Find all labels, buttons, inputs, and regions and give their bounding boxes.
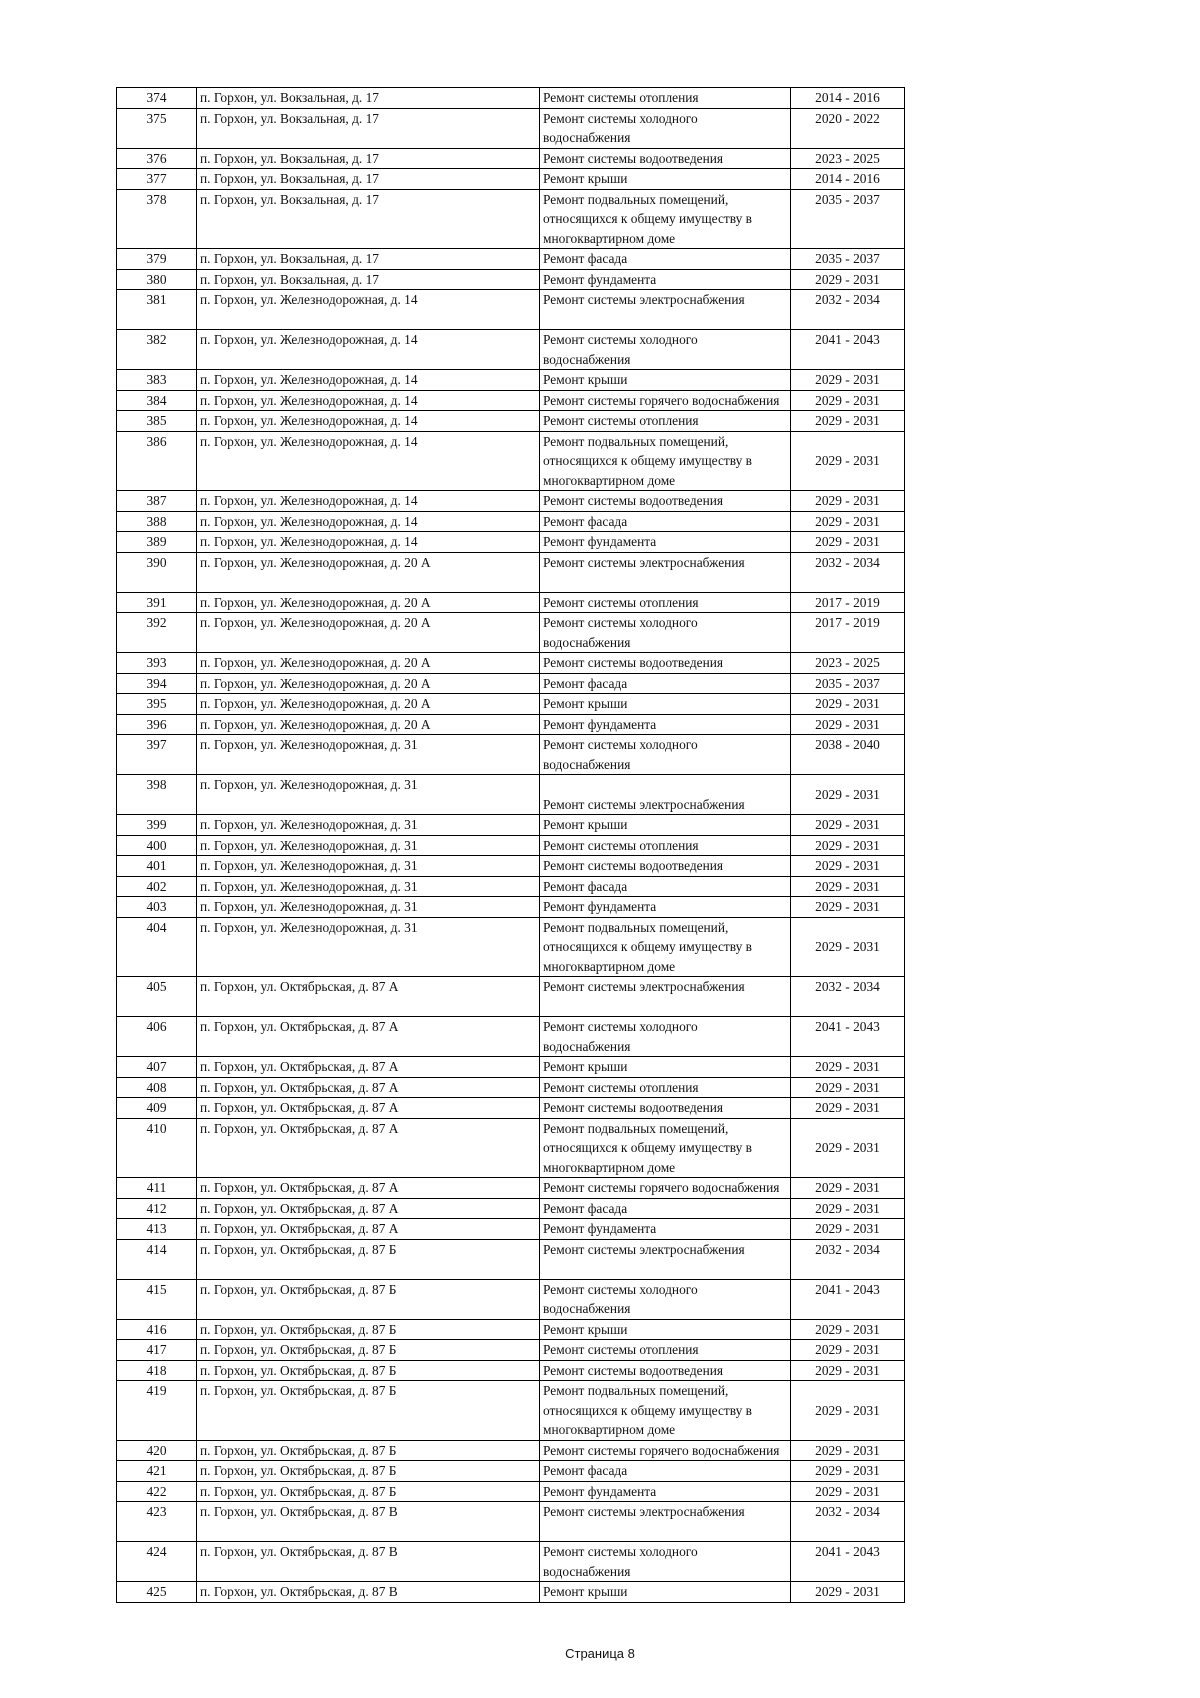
work-type-cell: Ремонт фундамента <box>540 532 791 553</box>
table-row <box>117 1360 905 1381</box>
work-type-cell: Ремонт системы отопления <box>540 88 791 109</box>
work-type-cell: Ремонт системы отопления <box>540 411 791 432</box>
row-number-cell: 417 <box>117 1340 197 1361</box>
period-cell: 2017 - 2019 <box>791 613 905 653</box>
period-cell: 2029 - 2031 <box>791 714 905 735</box>
work-type-cell: Ремонт системы электроснабжения <box>540 1502 791 1542</box>
row-number-cell: 387 <box>117 491 197 512</box>
table-row <box>117 532 905 553</box>
table-row <box>117 1198 905 1219</box>
period-cell: 2029 - 2031 <box>791 370 905 391</box>
address-cell: п. Горхон, ул. Октябрьская, д. 87 Б <box>197 1340 540 1361</box>
table-row <box>117 1098 905 1119</box>
address-cell: п. Горхон, ул. Железнодорожная, д. 20 А <box>197 613 540 653</box>
period-cell: 2029 - 2031 <box>791 694 905 715</box>
table-row <box>117 1381 905 1441</box>
table-row <box>117 1118 905 1178</box>
period-cell: 2029 - 2031 <box>791 1178 905 1199</box>
row-number-cell: 376 <box>117 148 197 169</box>
row-number-cell: 409 <box>117 1098 197 1119</box>
period-cell: 2023 - 2025 <box>791 148 905 169</box>
period-cell: 2017 - 2019 <box>791 592 905 613</box>
table-row <box>117 1239 905 1279</box>
row-number-cell: 378 <box>117 189 197 249</box>
work-type-cell: Ремонт крыши <box>540 1057 791 1078</box>
row-number-cell: 391 <box>117 592 197 613</box>
row-number-cell: 420 <box>117 1440 197 1461</box>
address-cell: п. Горхон, ул. Железнодорожная, д. 20 А <box>197 694 540 715</box>
table-row <box>117 108 905 148</box>
address-cell: п. Горхон, ул. Железнодорожная, д. 14 <box>197 431 540 491</box>
row-number-cell: 397 <box>117 735 197 775</box>
row-number-cell: 425 <box>117 1582 197 1603</box>
table-row <box>117 1077 905 1098</box>
work-type-cell: Ремонт системы водоотведения <box>540 856 791 877</box>
row-number-cell: 389 <box>117 532 197 553</box>
address-cell: п. Горхон, ул. Октябрьская, д. 87 А <box>197 1198 540 1219</box>
period-cell: 2029 - 2031 <box>791 511 905 532</box>
repair-schedule-table <box>116 87 905 1603</box>
address-cell: п. Горхон, ул. Октябрьская, д. 87 Б <box>197 1440 540 1461</box>
address-cell: п. Горхон, ул. Октябрьская, д. 87 А <box>197 1118 540 1178</box>
address-cell: п. Горхон, ул. Октябрьская, д. 87 Б <box>197 1381 540 1441</box>
table-row <box>117 148 905 169</box>
row-number-cell: 382 <box>117 330 197 370</box>
table-row <box>117 1582 905 1603</box>
work-type-cell: Ремонт фасада <box>540 1461 791 1482</box>
row-number-cell: 424 <box>117 1542 197 1582</box>
work-type-cell: Ремонт подвальных помещений, относящихся к общему имуществу в многоквартирном доме <box>540 1381 791 1441</box>
period-cell: 2032 - 2034 <box>791 977 905 1017</box>
work-type-cell: Ремонт системы холодного водоснабжения <box>540 1017 791 1057</box>
period-cell: 2041 - 2043 <box>791 1279 905 1319</box>
row-number-cell: 416 <box>117 1319 197 1340</box>
table-row <box>117 1319 905 1340</box>
row-number-cell: 377 <box>117 169 197 190</box>
work-type-cell: Ремонт подвальных помещений, относящихся к общему имуществу в многоквартирном доме <box>540 431 791 491</box>
period-cell: 2029 - 2031 <box>791 775 905 815</box>
row-number-cell: 386 <box>117 431 197 491</box>
address-cell: п. Горхон, ул. Вокзальная, д. 17 <box>197 108 540 148</box>
work-type-cell: Ремонт системы водоотведения <box>540 1098 791 1119</box>
row-number-cell: 393 <box>117 653 197 674</box>
period-cell: 2032 - 2034 <box>791 1239 905 1279</box>
row-number-cell: 404 <box>117 917 197 977</box>
work-type-cell: Ремонт системы холодного водоснабжения <box>540 108 791 148</box>
table-row <box>117 1502 905 1542</box>
period-cell: 2029 - 2031 <box>791 897 905 918</box>
period-cell: 2029 - 2031 <box>791 1098 905 1119</box>
row-number-cell: 410 <box>117 1118 197 1178</box>
period-cell: 2029 - 2031 <box>791 390 905 411</box>
table-row <box>117 653 905 674</box>
work-type-cell: Ремонт подвальных помещений, относящихся к общему имуществу в многоквартирном доме <box>540 189 791 249</box>
address-cell: п. Горхон, ул. Железнодорожная, д. 20 А <box>197 653 540 674</box>
table-row <box>117 88 905 109</box>
row-number-cell: 423 <box>117 1502 197 1542</box>
table-row <box>117 411 905 432</box>
row-number-cell: 379 <box>117 249 197 270</box>
table-row <box>117 330 905 370</box>
row-number-cell: 383 <box>117 370 197 391</box>
work-type-cell: Ремонт системы отопления <box>540 835 791 856</box>
address-cell: п. Горхон, ул. Октябрьская, д. 87 А <box>197 1219 540 1240</box>
address-cell: п. Горхон, ул. Октябрьская, д. 87 Б <box>197 1481 540 1502</box>
table-row <box>117 673 905 694</box>
work-type-cell: Ремонт фасада <box>540 511 791 532</box>
address-cell: п. Горхон, ул. Железнодорожная, д. 31 <box>197 815 540 836</box>
work-type-cell: Ремонт системы холодного водоснабжения <box>540 1279 791 1319</box>
address-cell: п. Горхон, ул. Октябрьская, д. 87 Б <box>197 1461 540 1482</box>
table-row <box>117 592 905 613</box>
address-cell: п. Горхон, ул. Железнодорожная, д. 31 <box>197 775 540 815</box>
period-cell: 2035 - 2037 <box>791 189 905 249</box>
address-cell: п. Горхон, ул. Железнодорожная, д. 20 А <box>197 592 540 613</box>
period-cell: 2029 - 2031 <box>791 411 905 432</box>
row-number-cell: 399 <box>117 815 197 836</box>
work-type-cell: Ремонт системы горячего водоснабжения <box>540 390 791 411</box>
row-number-cell: 419 <box>117 1381 197 1441</box>
work-type-cell: Ремонт подвальных помещений, относящихся к общему имуществу в многоквартирном доме <box>540 1118 791 1178</box>
period-cell: 2023 - 2025 <box>791 653 905 674</box>
table-row <box>117 1057 905 1078</box>
row-number-cell: 406 <box>117 1017 197 1057</box>
row-number-cell: 398 <box>117 775 197 815</box>
row-number-cell: 384 <box>117 390 197 411</box>
table-row <box>117 1219 905 1240</box>
work-type-cell: Ремонт системы электроснабжения <box>540 552 791 592</box>
work-type-cell: Ремонт системы горячего водоснабжения <box>540 1178 791 1199</box>
table-row <box>117 775 905 815</box>
schedule-table-body <box>117 88 905 1603</box>
table-row <box>117 815 905 836</box>
address-cell: п. Горхон, ул. Октябрьская, д. 87 А <box>197 977 540 1017</box>
address-cell: п. Горхон, ул. Октябрьская, д. 87 Б <box>197 1239 540 1279</box>
row-number-cell: 414 <box>117 1239 197 1279</box>
table-row <box>117 290 905 330</box>
period-cell: 2029 - 2031 <box>791 1077 905 1098</box>
table-row <box>117 917 905 977</box>
address-cell: п. Горхон, ул. Железнодорожная, д. 14 <box>197 390 540 411</box>
row-number-cell: 374 <box>117 88 197 109</box>
period-cell: 2029 - 2031 <box>791 1582 905 1603</box>
address-cell: п. Горхон, ул. Октябрьская, д. 87 А <box>197 1178 540 1199</box>
period-cell: 2029 - 2031 <box>791 532 905 553</box>
table-row <box>117 269 905 290</box>
row-number-cell: 418 <box>117 1360 197 1381</box>
work-type-cell: Ремонт системы холодного водоснабжения <box>540 1542 791 1582</box>
address-cell: п. Горхон, ул. Железнодорожная, д. 20 А <box>197 673 540 694</box>
work-type-cell: Ремонт подвальных помещений, относящихся к общему имуществу в многоквартирном доме <box>540 917 791 977</box>
period-cell: 2029 - 2031 <box>791 1118 905 1178</box>
row-number-cell: 380 <box>117 269 197 290</box>
row-number-cell: 401 <box>117 856 197 877</box>
period-cell: 2029 - 2031 <box>791 491 905 512</box>
period-cell: 2029 - 2031 <box>791 269 905 290</box>
period-cell: 2029 - 2031 <box>791 1319 905 1340</box>
address-cell: п. Горхон, ул. Октябрьская, д. 87 А <box>197 1098 540 1119</box>
address-cell: п. Горхон, ул. Железнодорожная, д. 14 <box>197 532 540 553</box>
period-cell: 2014 - 2016 <box>791 88 905 109</box>
work-type-cell: Ремонт системы электроснабжения <box>540 977 791 1017</box>
row-number-cell: 395 <box>117 694 197 715</box>
address-cell: п. Горхон, ул. Вокзальная, д. 17 <box>197 88 540 109</box>
table-row <box>117 491 905 512</box>
address-cell: п. Горхон, ул. Железнодорожная, д. 14 <box>197 290 540 330</box>
address-cell: п. Горхон, ул. Железнодорожная, д. 14 <box>197 370 540 391</box>
table-row <box>117 552 905 592</box>
work-type-cell: Ремонт крыши <box>540 1319 791 1340</box>
table-row <box>117 876 905 897</box>
address-cell: п. Горхон, ул. Октябрьская, д. 87 В <box>197 1502 540 1542</box>
work-type-cell: Ремонт фасада <box>540 876 791 897</box>
address-cell: п. Горхон, ул. Железнодорожная, д. 31 <box>197 856 540 877</box>
period-cell: 2029 - 2031 <box>791 1461 905 1482</box>
period-cell: 2014 - 2016 <box>791 169 905 190</box>
table-row <box>117 1178 905 1199</box>
work-type-cell: Ремонт фасада <box>540 249 791 270</box>
address-cell: п. Горхон, ул. Октябрьская, д. 87 А <box>197 1017 540 1057</box>
address-cell: п. Горхон, ул. Железнодорожная, д. 31 <box>197 876 540 897</box>
period-cell: 2029 - 2031 <box>791 835 905 856</box>
table-row <box>117 1461 905 1482</box>
address-cell: п. Горхон, ул. Октябрьская, д. 87 А <box>197 1077 540 1098</box>
address-cell: п. Горхон, ул. Вокзальная, д. 17 <box>197 189 540 249</box>
address-cell: п. Горхон, ул. Вокзальная, д. 17 <box>197 148 540 169</box>
table-row <box>117 897 905 918</box>
work-type-cell: Ремонт системы отопления <box>540 1077 791 1098</box>
table-row <box>117 189 905 249</box>
table-row <box>117 511 905 532</box>
address-cell: п. Горхон, ул. Железнодорожная, д. 14 <box>197 491 540 512</box>
address-cell: п. Горхон, ул. Октябрьская, д. 87 А <box>197 1057 540 1078</box>
address-cell: п. Горхон, ул. Железнодорожная, д. 20 А <box>197 714 540 735</box>
period-cell: 2029 - 2031 <box>791 856 905 877</box>
table-row <box>117 1481 905 1502</box>
work-type-cell: Ремонт системы электроснабжения <box>540 1239 791 1279</box>
period-cell: 2035 - 2037 <box>791 673 905 694</box>
work-type-cell: Ремонт фундамента <box>540 1219 791 1240</box>
row-number-cell: 415 <box>117 1279 197 1319</box>
table-row <box>117 977 905 1017</box>
period-cell: 2029 - 2031 <box>791 876 905 897</box>
period-cell: 2038 - 2040 <box>791 735 905 775</box>
address-cell: п. Горхон, ул. Железнодорожная, д. 14 <box>197 511 540 532</box>
work-type-cell: Ремонт системы водоотведения <box>540 653 791 674</box>
address-cell: п. Горхон, ул. Железнодорожная, д. 31 <box>197 835 540 856</box>
address-cell: п. Горхон, ул. Октябрьская, д. 87 В <box>197 1542 540 1582</box>
row-number-cell: 402 <box>117 876 197 897</box>
period-cell: 2041 - 2043 <box>791 330 905 370</box>
period-cell: 2041 - 2043 <box>791 1017 905 1057</box>
period-cell: 2029 - 2031 <box>791 917 905 977</box>
table-row <box>117 856 905 877</box>
row-number-cell: 388 <box>117 511 197 532</box>
table-row <box>117 735 905 775</box>
work-type-cell: Ремонт фундамента <box>540 897 791 918</box>
table-row <box>117 1440 905 1461</box>
table-row <box>117 431 905 491</box>
table-row <box>117 370 905 391</box>
row-number-cell: 407 <box>117 1057 197 1078</box>
work-type-cell: Ремонт крыши <box>540 694 791 715</box>
row-number-cell: 396 <box>117 714 197 735</box>
address-cell: п. Горхон, ул. Октябрьская, д. 87 Б <box>197 1279 540 1319</box>
row-number-cell: 392 <box>117 613 197 653</box>
table-row <box>117 1279 905 1319</box>
row-number-cell: 403 <box>117 897 197 918</box>
row-number-cell: 411 <box>117 1178 197 1199</box>
work-type-cell: Ремонт крыши <box>540 169 791 190</box>
address-cell: п. Горхон, ул. Октябрьская, д. 87 В <box>197 1582 540 1603</box>
row-number-cell: 408 <box>117 1077 197 1098</box>
work-type-cell: Ремонт системы горячего водоснабжения <box>540 1440 791 1461</box>
row-number-cell: 375 <box>117 108 197 148</box>
work-type-cell: Ремонт фундамента <box>540 714 791 735</box>
work-type-cell: Ремонт системы электроснабжения <box>540 775 791 815</box>
table-row <box>117 390 905 411</box>
work-type-cell: Ремонт фундамента <box>540 269 791 290</box>
period-cell: 2029 - 2031 <box>791 1340 905 1361</box>
period-cell: 2032 - 2034 <box>791 290 905 330</box>
period-cell: 2041 - 2043 <box>791 1542 905 1582</box>
table-row <box>117 1542 905 1582</box>
address-cell: п. Горхон, ул. Железнодорожная, д. 31 <box>197 897 540 918</box>
period-cell: 2029 - 2031 <box>791 1198 905 1219</box>
table-row <box>117 249 905 270</box>
work-type-cell: Ремонт системы электроснабжения <box>540 290 791 330</box>
row-number-cell: 421 <box>117 1461 197 1482</box>
table-row <box>117 1340 905 1361</box>
period-cell: 2035 - 2037 <box>791 249 905 270</box>
address-cell: п. Горхон, ул. Октябрьская, д. 87 Б <box>197 1319 540 1340</box>
period-cell: 2029 - 2031 <box>791 1381 905 1441</box>
address-cell: п. Горхон, ул. Вокзальная, д. 17 <box>197 269 540 290</box>
period-cell: 2029 - 2031 <box>791 1440 905 1461</box>
period-cell: 2029 - 2031 <box>791 1360 905 1381</box>
row-number-cell: 422 <box>117 1481 197 1502</box>
row-number-cell: 412 <box>117 1198 197 1219</box>
work-type-cell: Ремонт системы водоотведения <box>540 1360 791 1381</box>
row-number-cell: 381 <box>117 290 197 330</box>
work-type-cell: Ремонт крыши <box>540 1582 791 1603</box>
row-number-cell: 400 <box>117 835 197 856</box>
address-cell: п. Горхон, ул. Вокзальная, д. 17 <box>197 249 540 270</box>
period-cell: 2029 - 2031 <box>791 1481 905 1502</box>
row-number-cell: 394 <box>117 673 197 694</box>
address-cell: п. Горхон, ул. Железнодорожная, д. 20 А <box>197 552 540 592</box>
address-cell: п. Горхон, ул. Вокзальная, д. 17 <box>197 169 540 190</box>
table-row <box>117 694 905 715</box>
period-cell: 2029 - 2031 <box>791 1057 905 1078</box>
row-number-cell: 390 <box>117 552 197 592</box>
work-type-cell: Ремонт фасада <box>540 1198 791 1219</box>
work-type-cell: Ремонт системы водоотведения <box>540 148 791 169</box>
table-row <box>117 169 905 190</box>
table-row <box>117 613 905 653</box>
table-row <box>117 835 905 856</box>
period-cell: 2020 - 2022 <box>791 108 905 148</box>
period-cell: 2032 - 2034 <box>791 1502 905 1542</box>
work-type-cell: Ремонт системы холодного водоснабжения <box>540 330 791 370</box>
work-type-cell: Ремонт системы холодного водоснабжения <box>540 735 791 775</box>
work-type-cell: Ремонт системы отопления <box>540 1340 791 1361</box>
address-cell: п. Горхон, ул. Железнодорожная, д. 31 <box>197 917 540 977</box>
page-number: Страница 8 <box>565 1646 635 1661</box>
address-cell: п. Горхон, ул. Октябрьская, д. 87 Б <box>197 1360 540 1381</box>
period-cell: 2029 - 2031 <box>791 431 905 491</box>
period-cell: 2032 - 2034 <box>791 552 905 592</box>
period-cell: 2029 - 2031 <box>791 815 905 836</box>
table-row <box>117 714 905 735</box>
row-number-cell: 413 <box>117 1219 197 1240</box>
work-type-cell: Ремонт крыши <box>540 370 791 391</box>
address-cell: п. Горхон, ул. Железнодорожная, д. 31 <box>197 735 540 775</box>
work-type-cell: Ремонт фасада <box>540 673 791 694</box>
work-type-cell: Ремонт системы холодного водоснабжения <box>540 613 791 653</box>
row-number-cell: 405 <box>117 977 197 1017</box>
period-cell: 2029 - 2031 <box>791 1219 905 1240</box>
row-number-cell: 385 <box>117 411 197 432</box>
work-type-cell: Ремонт системы отопления <box>540 592 791 613</box>
work-type-cell: Ремонт фундамента <box>540 1481 791 1502</box>
work-type-cell: Ремонт системы водоотведения <box>540 491 791 512</box>
work-type-cell: Ремонт крыши <box>540 815 791 836</box>
address-cell: п. Горхон, ул. Железнодорожная, д. 14 <box>197 411 540 432</box>
table-row <box>117 1017 905 1057</box>
address-cell: п. Горхон, ул. Железнодорожная, д. 14 <box>197 330 540 370</box>
